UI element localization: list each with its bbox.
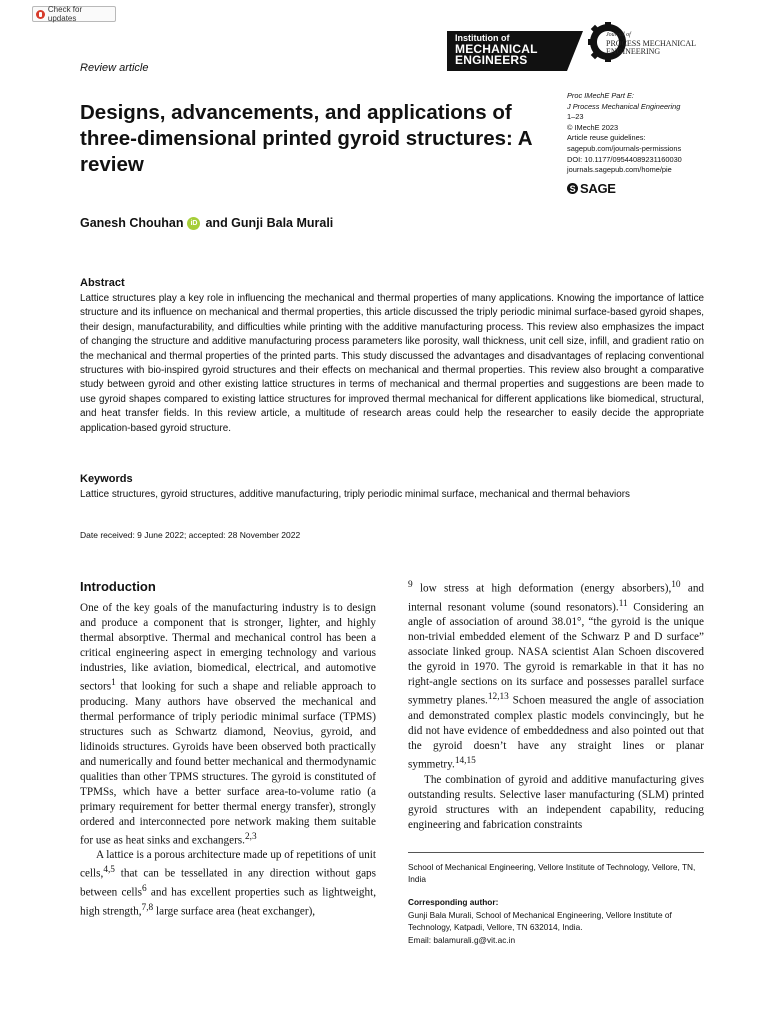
orcid-icon[interactable]: iD (187, 217, 200, 230)
intro-paragraph-2 (80, 848, 376, 919)
journal-mark-line-1: PROCESS MECHANICAL (606, 38, 697, 48)
article-type: Review article (80, 62, 149, 74)
citation[interactable]: 2,3 (244, 831, 257, 842)
check-for-updates-label: Check for updates (47, 5, 83, 23)
text-run: A lattice is a porous architecture made up of repetitions of unit cells, (80, 849, 376, 881)
intro-paragraph-3: The combination of gyroid and additive manufacturing gives outstanding results. Selective laser manufacturing (SLM) printed gyroid structures with an independent capability, reducing engineering and fabrication constraints (408, 773, 704, 831)
journal-mark (606, 31, 696, 57)
imeche-logo-text (455, 33, 538, 66)
journal-meta (567, 91, 717, 176)
abstract-heading: Abstract (80, 277, 125, 289)
citation[interactable]: 9 (408, 580, 413, 590)
author-2: and Gunji Bala Murali (205, 216, 334, 230)
footnote-divider (408, 852, 704, 853)
text-run: that looking for such a shape and reliable approach to producing. Many authors have observed the mechanical and thermal performance of triply periodic minimal surface (TPMS) structures such as Schwartz diamond, Neovius, gyroid, and lidinoids structures. Gyroids have been observed both practically and numerically and found better mechanical and thermodynamic qualities than other TPMS structures. The gyroid is constituted of TPMSs, which have a better surface area-to-volume ratio (a primary requirement for better thermal energy transfer), strongly ordered and interconnected pore network making them suitable for use as heat sinks and exchangers. (80, 680, 376, 847)
text-run: low stress at high deformation (energy absorbers), (412, 582, 672, 595)
keywords-text: Lattice structures, gyroid structures, additive manufacturing, triply periodic minimal surface, mechanical and thermal behaviors (80, 489, 630, 500)
text-run: and has excellent properties such as lightweight, high strength, (80, 886, 376, 918)
author-1: Ganesh Chouhan (80, 216, 184, 230)
intro-paragraph-1 (80, 601, 376, 848)
dates: Date received: 9 June 2022; accepted: 28 November 2022 (80, 530, 301, 540)
journal-mark-line-2: ENGINEERING (606, 47, 661, 56)
meta-reuse-link[interactable]: sagepub.com/journals-permissions (567, 143, 682, 153)
citation[interactable]: 6 (142, 884, 147, 895)
authors (80, 216, 333, 230)
meta-pages: 1–23 (567, 112, 584, 122)
sage-logo (567, 181, 616, 196)
citation[interactable]: 14,15 (454, 756, 476, 767)
citation[interactable]: 12,13 (487, 692, 509, 703)
citation[interactable]: 1 (111, 678, 116, 688)
logo-line-1: Institution of (455, 33, 510, 43)
corresponding-author (408, 909, 706, 946)
introduction-heading: Introduction (80, 579, 156, 594)
sage-wordmark: SAGE (580, 181, 616, 196)
logo-line-2: MECHANICAL (455, 42, 538, 56)
citation[interactable]: 11 (618, 598, 628, 609)
text-run: large surface area (heat exchanger), (153, 905, 316, 918)
article-title: Designs, advancements, and applications of three-dimensional printed gyroid structures: A review (80, 101, 532, 176)
meta-reuse: Article reuse guidelines: (567, 133, 646, 143)
meta-copyright: © IMechE 2023 (567, 122, 619, 132)
logo-line-3: ENGINEERS (455, 53, 528, 67)
text-run: One of the key goals of the manufacturing industry is to design and produce a component that is stronger, lighter, and highly thermal absorptive. Thermal and mechanical control has been a critical engineering aspect in emerging technology and various industries, like aviation, biomedical, electrical, and automotive sectors (80, 602, 376, 693)
abstract-text: Lattice structures play a key role in influencing the mechanical and thermal properties of many applications. Knowing the importance of lattice structure and its influence on mechanical and thermal properties, this article discussed the triply periodic minimal surface-based gyroid shapes, their design, manufacturability, and difficulties while printing with the additive manufacturing process. This review also emphasizes the impact of changing the structure and additive manufacturing process parameters like porosity, wall thickness, unit cell size, infill, and gradient ratio on the mechanical and thermal properties of the printed parts. This study discussed the advantages and disadvantages of replacing conventional structures with bio-inspired gyroid structures and their effects on mechanical and thermal properties. This review also brought a comparative study between gyroid and other existing lattice structures in terms of mechanical and thermal properties and suggestions are been made to use gyroid shapes compared to existing lattice structures for improved thermal mechanical for different applications like biomedical, structural, and heat transfer fields. In this review article, a multitude of research areas could help the researcher to easily decide the appropriate application-based gyroid structure. (80, 293, 704, 434)
body-column-right (408, 578, 704, 833)
meta-journal-line-1: Proc IMechE Part E: (567, 91, 634, 100)
affiliation: School of Mechanical Engineering, Vellore Institute of Technology, Vellore, TN, India (408, 862, 696, 885)
text-run: and internal resonant volume (sound resonators). (408, 582, 705, 614)
body-column-left (80, 601, 376, 920)
corresponding-author-email[interactable]: Email: balamurali.g@vit.ac.in (408, 934, 516, 945)
sage-icon: S (567, 183, 578, 194)
corresponding-author-address: Gunji Bala Murali, School of Mechanical Engineering, Vellore Institute of Technology, Katpadi, Vellore, TN 632014, India. (408, 910, 672, 933)
keywords-heading: Keywords (80, 473, 133, 485)
corresponding-author-heading: Corresponding author: (408, 897, 499, 907)
meta-home-link[interactable]: journals.sagepub.com/home/pie (567, 165, 672, 175)
citation[interactable]: 10 (671, 580, 681, 590)
check-for-updates-badge[interactable] (32, 6, 116, 22)
journal-mark-prefix: Journal of (606, 32, 631, 38)
citation[interactable]: 7,8 (141, 902, 154, 913)
text-run: that can be tessellated in any direction without gaps between cells (80, 868, 376, 899)
citation[interactable]: 4,5 (103, 865, 115, 876)
text-run: Schoen measured the angle of association and demonstrated complex plastic models convincingly, but he did not have evidence of embeddedness and also pointed out that the gyroid doesn’t have any straight lines or planar symmetry. (408, 695, 704, 771)
update-icon (36, 10, 45, 19)
text-run: Considering an angle of association of around 38.01°, “the gyroid is the unique non-trivial embedded element of the Schwarz P and D surface” associate linked group. NASA scientist Alan Schoen discovered the gyroid in 1970. The gyroid is remarkable in that it has no right-angle sections on its surface and possesses parallel surface symmetry planes. (408, 601, 704, 708)
meta-journal-line-2: J Process Mechanical Engineering (567, 101, 681, 111)
intro-paragraph-2-continued (408, 578, 704, 773)
meta-doi[interactable]: DOI: 10.1177/09544089231160030 (567, 154, 682, 164)
